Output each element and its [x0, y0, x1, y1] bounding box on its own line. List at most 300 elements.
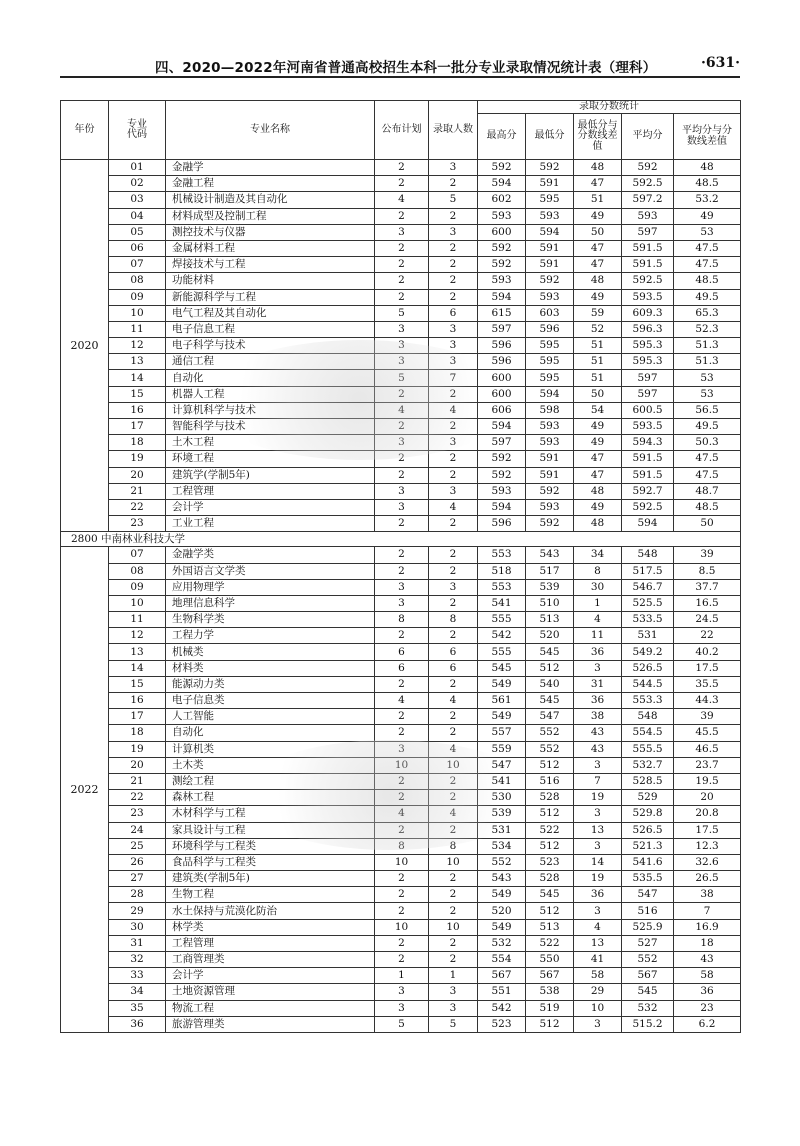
cell-avg-diff: 53	[674, 370, 741, 386]
cell-name: 电子信息工程	[166, 321, 375, 337]
cell-min: 516	[526, 773, 574, 789]
cell-code: 23	[109, 806, 166, 822]
cell-admitted: 3	[429, 984, 478, 1000]
cell-plan: 2	[375, 419, 429, 435]
cell-max: 593	[478, 208, 526, 224]
cell-min-diff: 1	[574, 595, 622, 611]
cell-max: 555	[478, 612, 526, 628]
cell-avg: 548	[622, 547, 674, 563]
cell-plan: 3	[375, 483, 429, 499]
cell-name: 智能科学与技术	[166, 419, 375, 435]
cell-admitted: 2	[429, 240, 478, 256]
cell-code: 34	[109, 984, 166, 1000]
cell-avg: 591.5	[622, 257, 674, 273]
cell-min-diff: 49	[574, 289, 622, 305]
cell-min-diff: 49	[574, 435, 622, 451]
cell-min-diff: 47	[574, 240, 622, 256]
cell-admitted: 2	[429, 952, 478, 968]
cell-min-diff: 13	[574, 935, 622, 951]
cell-name: 测绘工程	[166, 773, 375, 789]
cell-min-diff: 29	[574, 984, 622, 1000]
table-row	[61, 887, 741, 903]
cell-code: 01	[109, 160, 166, 176]
cell-plan: 2	[375, 516, 429, 532]
cell-avg-diff: 12.3	[674, 838, 741, 854]
cell-name: 金融工程	[166, 176, 375, 192]
cell-avg: 594	[622, 516, 674, 532]
cell-max: 559	[478, 741, 526, 757]
cell-admitted: 2	[429, 887, 478, 903]
cell-code: 02	[109, 176, 166, 192]
cell-admitted: 4	[429, 806, 478, 822]
cell-max: 553	[478, 579, 526, 595]
cell-code: 13	[109, 644, 166, 660]
cell-avg: 555.5	[622, 741, 674, 757]
cell-avg: 595.3	[622, 354, 674, 370]
cell-code: 20	[109, 467, 166, 483]
cell-admitted: 2	[429, 676, 478, 692]
cell-avg: 597	[622, 224, 674, 240]
cell-admitted: 3	[429, 224, 478, 240]
cell-min-diff: 3	[574, 1016, 622, 1032]
cell-avg-diff: 51.3	[674, 338, 741, 354]
table-row	[61, 871, 741, 887]
cell-code: 22	[109, 499, 166, 515]
cell-avg-diff: 53	[674, 224, 741, 240]
cell-min: 519	[526, 1000, 574, 1016]
cell-max: 557	[478, 725, 526, 741]
cell-code: 25	[109, 838, 166, 854]
table-row	[61, 595, 741, 611]
cell-avg: 548	[622, 709, 674, 725]
cell-admitted: 4	[429, 499, 478, 515]
cell-admitted: 2	[429, 935, 478, 951]
cell-max: 532	[478, 935, 526, 951]
cell-plan: 3	[375, 338, 429, 354]
cell-avg: 525.9	[622, 919, 674, 935]
cell-name: 土木工程	[166, 435, 375, 451]
cell-name: 外国语言文学类	[166, 563, 375, 579]
cell-min-diff: 52	[574, 321, 622, 337]
cell-admitted: 2	[429, 563, 478, 579]
cell-name: 水土保持与荒漠化防治	[166, 903, 375, 919]
cell-min: 522	[526, 935, 574, 951]
cell-avg-diff: 20.8	[674, 806, 741, 822]
cell-avg-diff: 6.2	[674, 1016, 741, 1032]
cell-admitted: 2	[429, 595, 478, 611]
cell-name: 通信工程	[166, 354, 375, 370]
cell-min: 591	[526, 240, 574, 256]
cell-name: 自动化	[166, 725, 375, 741]
table-row	[61, 903, 741, 919]
cell-plan: 2	[375, 790, 429, 806]
cell-name: 金融学类	[166, 547, 375, 563]
cell-min: 593	[526, 419, 574, 435]
table-row	[61, 338, 741, 354]
cell-avg-diff: 56.5	[674, 402, 741, 418]
cell-name: 生物工程	[166, 887, 375, 903]
year-cell: 2022	[61, 547, 109, 1033]
cell-min-diff: 54	[574, 402, 622, 418]
cell-avg-diff: 47.5	[674, 451, 741, 467]
table-row	[61, 354, 741, 370]
cell-name: 会计学	[166, 968, 375, 984]
cell-plan: 2	[375, 386, 429, 402]
cell-plan: 2	[375, 208, 429, 224]
cell-avg: 547	[622, 887, 674, 903]
cell-avg-diff: 17.5	[674, 822, 741, 838]
cell-avg: 535.5	[622, 871, 674, 887]
cell-avg-diff: 48	[674, 160, 741, 176]
cell-admitted: 2	[429, 903, 478, 919]
cell-avg: 596.3	[622, 321, 674, 337]
cell-plan: 4	[375, 693, 429, 709]
cell-min: 545	[526, 693, 574, 709]
cell-plan: 3	[375, 741, 429, 757]
cell-min-diff: 8	[574, 563, 622, 579]
cell-plan: 2	[375, 240, 429, 256]
cell-avg-diff: 23	[674, 1000, 741, 1016]
cell-max: 600	[478, 370, 526, 386]
cell-plan: 2	[375, 257, 429, 273]
cell-avg-diff: 46.5	[674, 741, 741, 757]
cell-code: 27	[109, 871, 166, 887]
cell-code: 19	[109, 741, 166, 757]
cell-code: 35	[109, 1000, 166, 1016]
cell-min: 540	[526, 676, 574, 692]
cell-min-diff: 43	[574, 741, 622, 757]
cell-admitted: 2	[429, 273, 478, 289]
cell-name: 材料成型及控制工程	[166, 208, 375, 224]
cell-code: 12	[109, 338, 166, 354]
cell-plan: 8	[375, 612, 429, 628]
cell-admitted: 3	[429, 483, 478, 499]
cell-code: 06	[109, 240, 166, 256]
cell-name: 旅游管理类	[166, 1016, 375, 1032]
cell-max: 549	[478, 709, 526, 725]
cell-plan: 3	[375, 984, 429, 1000]
cell-admitted: 8	[429, 612, 478, 628]
cell-min-diff: 34	[574, 547, 622, 563]
cell-plan: 10	[375, 919, 429, 935]
cell-name: 自动化	[166, 370, 375, 386]
cell-min: 593	[526, 435, 574, 451]
cell-min-diff: 38	[574, 709, 622, 725]
col-max: 最高分	[478, 114, 526, 160]
table-row	[61, 483, 741, 499]
cell-avg-diff: 16.5	[674, 595, 741, 611]
cell-code: 18	[109, 435, 166, 451]
cell-min-diff: 47	[574, 467, 622, 483]
cell-admitted: 4	[429, 741, 478, 757]
cell-plan: 2	[375, 952, 429, 968]
table-row	[61, 402, 741, 418]
cell-min: 593	[526, 289, 574, 305]
cell-admitted: 10	[429, 854, 478, 870]
cell-avg-diff: 47.5	[674, 257, 741, 273]
cell-min: 593	[526, 208, 574, 224]
col-stats: 录取分数统计	[478, 101, 741, 114]
table-row	[61, 547, 741, 563]
table-row	[61, 305, 741, 321]
cell-code: 30	[109, 919, 166, 935]
cell-avg: 531	[622, 628, 674, 644]
cell-max: 518	[478, 563, 526, 579]
cell-max: 593	[478, 273, 526, 289]
cell-avg: 591.5	[622, 467, 674, 483]
cell-min-diff: 47	[574, 257, 622, 273]
cell-min: 547	[526, 709, 574, 725]
cell-plan: 3	[375, 1000, 429, 1016]
cell-min-diff: 48	[574, 483, 622, 499]
cell-max: 594	[478, 499, 526, 515]
cell-max: 592	[478, 240, 526, 256]
cell-admitted: 2	[429, 208, 478, 224]
cell-code: 33	[109, 968, 166, 984]
cell-plan: 2	[375, 451, 429, 467]
cell-plan: 2	[375, 935, 429, 951]
cell-min-diff: 50	[574, 386, 622, 402]
cell-max: 523	[478, 1016, 526, 1032]
cell-admitted: 3	[429, 160, 478, 176]
cell-avg-diff: 40.2	[674, 644, 741, 660]
cell-min-diff: 19	[574, 790, 622, 806]
cell-avg-diff: 49.5	[674, 419, 741, 435]
table-row	[61, 822, 741, 838]
cell-max: 561	[478, 693, 526, 709]
cell-min-diff: 41	[574, 952, 622, 968]
cell-max: 552	[478, 854, 526, 870]
cell-min-diff: 50	[574, 224, 622, 240]
cell-min: 552	[526, 725, 574, 741]
cell-max: 594	[478, 419, 526, 435]
cell-min-diff: 49	[574, 499, 622, 515]
cell-avg-diff: 32.6	[674, 854, 741, 870]
cell-plan: 2	[375, 160, 429, 176]
col-admitted: 录取人数	[429, 101, 478, 160]
cell-name: 地理信息科学	[166, 595, 375, 611]
cell-avg-diff: 48.7	[674, 483, 741, 499]
col-min-diff: 最低分与分数线差值	[574, 114, 622, 160]
cell-min: 510	[526, 595, 574, 611]
cell-admitted: 4	[429, 693, 478, 709]
cell-code: 09	[109, 289, 166, 305]
cell-min: 594	[526, 386, 574, 402]
cell-max: 597	[478, 435, 526, 451]
cell-min-diff: 4	[574, 612, 622, 628]
cell-code: 04	[109, 208, 166, 224]
cell-min-diff: 3	[574, 903, 622, 919]
table-row	[61, 790, 741, 806]
cell-plan: 4	[375, 402, 429, 418]
cell-avg: 526.5	[622, 660, 674, 676]
cell-code: 07	[109, 257, 166, 273]
col-code: 专业代码	[109, 101, 166, 160]
cell-admitted: 3	[429, 579, 478, 595]
cell-min-diff: 14	[574, 854, 622, 870]
col-avg: 平均分	[622, 114, 674, 160]
cell-code: 15	[109, 676, 166, 692]
cell-name: 工商管理类	[166, 952, 375, 968]
cell-name: 金属材料工程	[166, 240, 375, 256]
cell-min: 545	[526, 887, 574, 903]
table-row	[61, 968, 741, 984]
cell-min: 595	[526, 338, 574, 354]
cell-min: 595	[526, 354, 574, 370]
table-row	[61, 660, 741, 676]
cell-name: 森林工程	[166, 790, 375, 806]
cell-avg: 529	[622, 790, 674, 806]
table-row	[61, 467, 741, 483]
cell-min: 517	[526, 563, 574, 579]
cell-min: 592	[526, 160, 574, 176]
cell-name: 木材科学与工程	[166, 806, 375, 822]
cell-avg-diff: 24.5	[674, 612, 741, 628]
cell-admitted: 2	[429, 467, 478, 483]
cell-min-diff: 31	[574, 676, 622, 692]
cell-code: 03	[109, 192, 166, 208]
cell-min-diff: 30	[574, 579, 622, 595]
cell-admitted: 2	[429, 725, 478, 741]
cell-min: 596	[526, 321, 574, 337]
cell-code: 16	[109, 693, 166, 709]
cell-plan: 8	[375, 838, 429, 854]
cell-avg: 527	[622, 935, 674, 951]
cell-min-diff: 3	[574, 757, 622, 773]
cell-max: 530	[478, 790, 526, 806]
cell-min: 520	[526, 628, 574, 644]
cell-admitted: 3	[429, 338, 478, 354]
cell-plan: 3	[375, 321, 429, 337]
cell-name: 电气工程及其自动化	[166, 305, 375, 321]
cell-avg-diff: 45.5	[674, 725, 741, 741]
cell-name: 机械类	[166, 644, 375, 660]
cell-name: 机器人工程	[166, 386, 375, 402]
cell-min-diff: 51	[574, 192, 622, 208]
cell-code: 18	[109, 725, 166, 741]
cell-max: 553	[478, 547, 526, 563]
cell-min-diff: 36	[574, 644, 622, 660]
cell-admitted: 2	[429, 289, 478, 305]
cell-avg-diff: 43	[674, 952, 741, 968]
cell-avg: 597.2	[622, 192, 674, 208]
cell-min-diff: 58	[574, 968, 622, 984]
cell-avg-diff: 51.3	[674, 354, 741, 370]
table-row	[61, 644, 741, 660]
table-row	[61, 192, 741, 208]
cell-min-diff: 48	[574, 160, 622, 176]
cell-name: 环境科学与工程类	[166, 838, 375, 854]
table-row	[61, 516, 741, 532]
cell-avg: 552	[622, 952, 674, 968]
cell-admitted: 10	[429, 919, 478, 935]
cell-name: 工程管理	[166, 483, 375, 499]
table-row	[61, 289, 741, 305]
cell-max: 554	[478, 952, 526, 968]
cell-min: 567	[526, 968, 574, 984]
cell-avg-diff: 23.7	[674, 757, 741, 773]
cell-admitted: 8	[429, 838, 478, 854]
cell-min-diff: 3	[574, 838, 622, 854]
year-cell: 2020	[61, 160, 109, 532]
cell-avg-diff: 18	[674, 935, 741, 951]
cell-max: 592	[478, 451, 526, 467]
cell-min-diff: 10	[574, 1000, 622, 1016]
table-row	[61, 224, 741, 240]
cell-admitted: 7	[429, 370, 478, 386]
cell-avg: 597	[622, 386, 674, 402]
cell-avg-diff: 17.5	[674, 660, 741, 676]
cell-plan: 6	[375, 660, 429, 676]
table-row	[61, 935, 741, 951]
cell-plan: 10	[375, 854, 429, 870]
cell-min: 598	[526, 402, 574, 418]
cell-min: 591	[526, 257, 574, 273]
table-row	[61, 854, 741, 870]
cell-max: 594	[478, 176, 526, 192]
cell-max: 549	[478, 676, 526, 692]
cell-max: 567	[478, 968, 526, 984]
cell-avg: 532.7	[622, 757, 674, 773]
cell-admitted: 2	[429, 516, 478, 532]
cell-min-diff: 11	[574, 628, 622, 644]
table-row	[61, 563, 741, 579]
cell-max: 596	[478, 338, 526, 354]
cell-max: 600	[478, 386, 526, 402]
table-row	[61, 451, 741, 467]
cell-max: 592	[478, 257, 526, 273]
col-name: 专业名称	[166, 101, 375, 160]
table-row	[61, 419, 741, 435]
table-row	[61, 984, 741, 1000]
table-row	[61, 612, 741, 628]
cell-admitted: 2	[429, 790, 478, 806]
cell-name: 计算机科学与技术	[166, 402, 375, 418]
cell-max: 606	[478, 402, 526, 418]
cell-min: 512	[526, 660, 574, 676]
cell-min-diff: 51	[574, 354, 622, 370]
cell-avg: 609.3	[622, 305, 674, 321]
cell-admitted: 2	[429, 628, 478, 644]
cell-avg: 591.5	[622, 451, 674, 467]
cell-avg: 592	[622, 160, 674, 176]
cell-max: 542	[478, 628, 526, 644]
cell-min: 592	[526, 273, 574, 289]
cell-min: 595	[526, 192, 574, 208]
cell-avg-diff: 49	[674, 208, 741, 224]
table-row	[61, 435, 741, 451]
cell-min: 512	[526, 838, 574, 854]
cell-min-diff: 13	[574, 822, 622, 838]
cell-code: 21	[109, 483, 166, 499]
cell-code: 22	[109, 790, 166, 806]
cell-avg: 529.8	[622, 806, 674, 822]
table-row	[61, 709, 741, 725]
cell-code: 16	[109, 402, 166, 418]
table-row	[61, 741, 741, 757]
cell-avg: 533.5	[622, 612, 674, 628]
cell-min: 591	[526, 467, 574, 483]
cell-code: 15	[109, 386, 166, 402]
table-row	[61, 499, 741, 515]
cell-avg-diff: 48.5	[674, 176, 741, 192]
cell-min-diff: 51	[574, 370, 622, 386]
cell-min-diff: 19	[574, 871, 622, 887]
table-row	[61, 386, 741, 402]
cell-code: 08	[109, 273, 166, 289]
table-row	[61, 240, 741, 256]
cell-code: 28	[109, 887, 166, 903]
